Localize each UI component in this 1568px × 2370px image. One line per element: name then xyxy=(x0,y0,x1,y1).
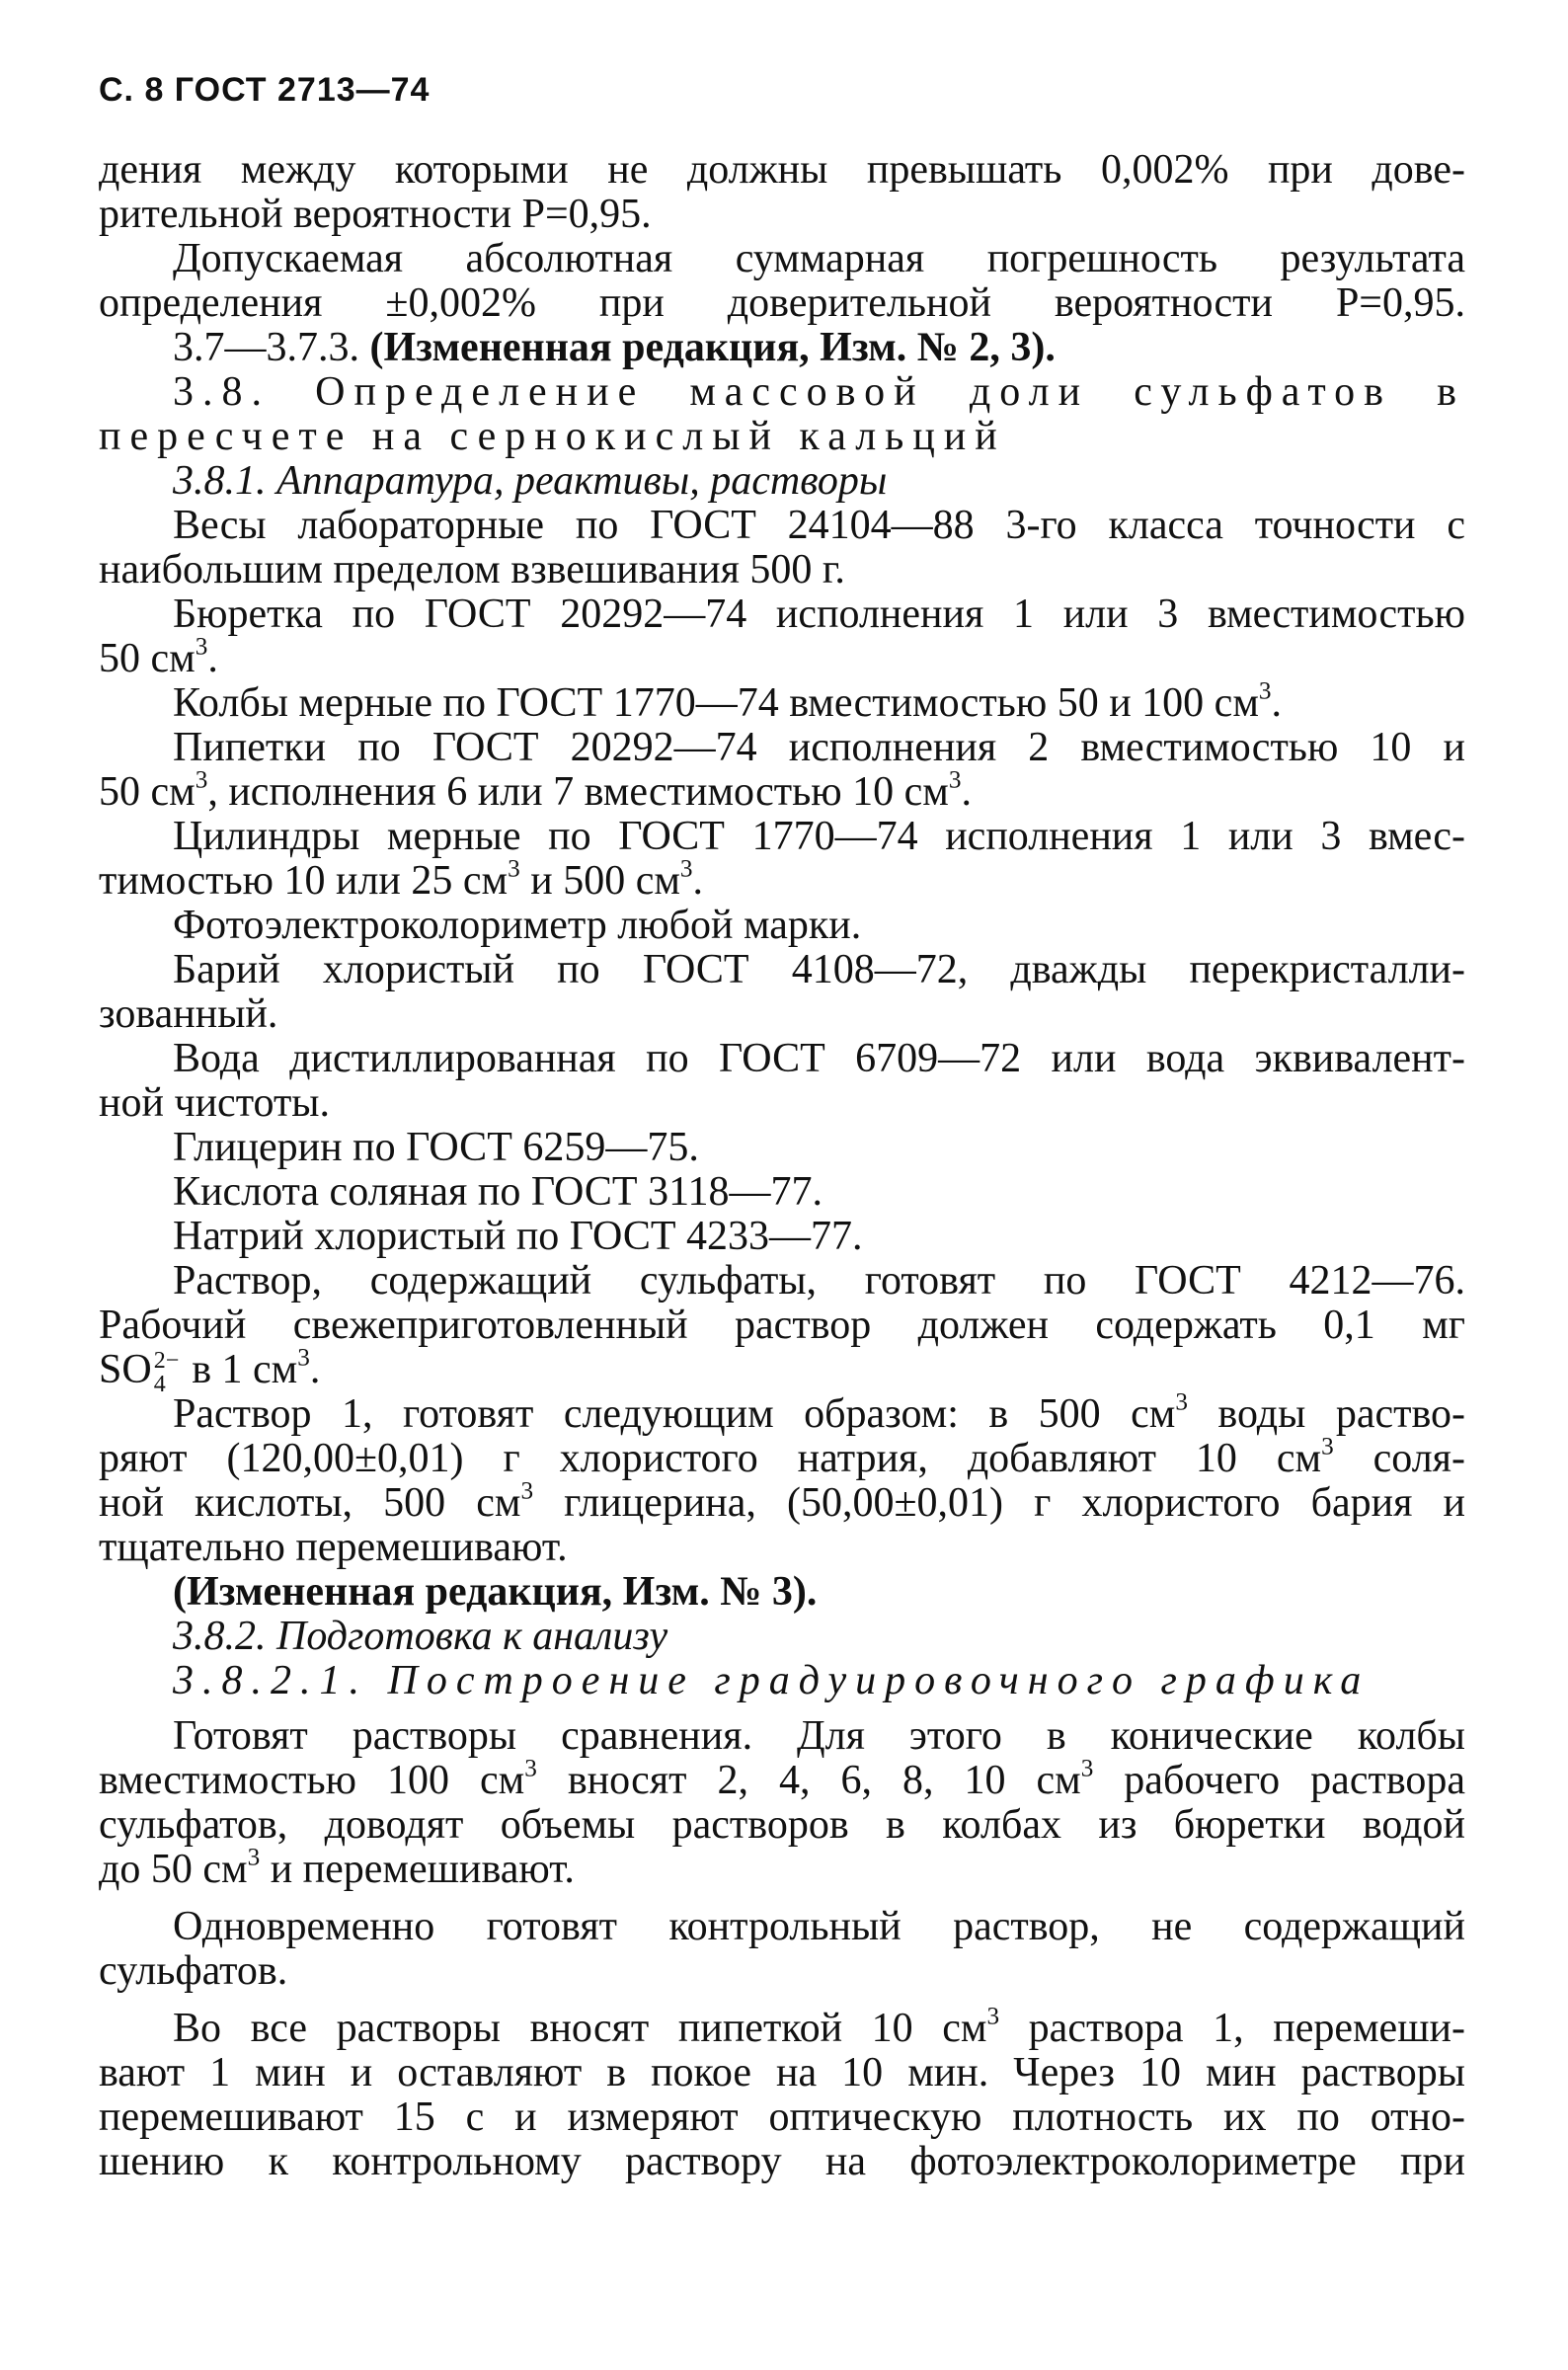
subsection-heading: 3.8.1. Аппаратура, реактивы, растворы xyxy=(173,458,888,504)
document-body xyxy=(99,148,1465,2184)
text-line: Весы лабораторные по ГОСТ 24104—88 3-го класса точности с xyxy=(173,503,1465,548)
subsection-heading: 3.8.2.1. Построение градуировочного графика xyxy=(173,1658,1371,1703)
superscript: 3 xyxy=(1175,1388,1188,1416)
text-part: соля- xyxy=(1333,1436,1465,1481)
text-line xyxy=(99,1755,1466,1803)
text-part: рабочего раствора xyxy=(1093,1758,1466,1803)
superscript: 3 xyxy=(297,1344,310,1372)
superscript: 3 xyxy=(1321,1433,1334,1461)
superscript: 3 xyxy=(1258,677,1272,705)
superscript: 3 xyxy=(948,766,962,794)
amendment-note: (Измененная редакция, Изм. № 3). xyxy=(173,1569,818,1615)
text-part: . xyxy=(961,769,972,815)
text-part: вносят 2, 4, 6, 8, 10 см xyxy=(536,1758,1081,1803)
text-part: глицерина, (50,00±0,01) г хлористого бария и xyxy=(533,1480,1465,1526)
text-part: 50 см xyxy=(99,636,196,681)
superscript: 3 xyxy=(524,1755,537,1782)
text-part: тимостью 10 или 25 см xyxy=(99,858,509,904)
text-line: рительной вероятности Р=0,95. xyxy=(99,192,652,237)
text-line: сульфатов. xyxy=(99,1948,288,1994)
text-line: Вода дистиллированная по ГОСТ 6709—72 или вода эквивалент- xyxy=(173,1036,1465,1081)
text-line xyxy=(99,1844,1465,1892)
text-line: дения между которыми не должны превышать 0,002% при дове- xyxy=(99,147,1465,193)
text-part: Во все растворы вносят пипеткой 10 см xyxy=(173,2006,987,2051)
text-part: раствора 1, перемеши- xyxy=(999,2006,1465,2051)
text-part: , исполнения 6 или 7 вместимостью 10 см xyxy=(207,769,949,815)
text-part: . xyxy=(1271,680,1282,726)
text-line: Рабочий свежеприготовленный раствор должен содержать 0,1 мг xyxy=(99,1303,1465,1348)
text-line: Одновременно готовят контрольный раствор, не содержащий xyxy=(173,1904,1465,1949)
text-line: Допускаемая абсолютная суммарная погрешность результата xyxy=(173,236,1465,281)
text-line: Пипетки по ГОСТ 20292—74 исполнения 2 вместимостью 10 и xyxy=(173,725,1465,770)
text-line: Фотоэлектроколориметр любой марки. xyxy=(173,903,862,948)
chemical-formula: SO xyxy=(99,1347,152,1392)
superscript: 3 xyxy=(508,855,520,883)
superscript: 3 xyxy=(247,1844,261,1871)
text-part: до 50 см xyxy=(99,1847,248,1892)
text-line xyxy=(99,766,1465,815)
text-line xyxy=(99,855,1465,904)
text-line xyxy=(99,633,1465,681)
text-line xyxy=(99,1344,1465,1397)
superscript: 3 xyxy=(195,766,208,794)
text-part: ной кислоты, 500 см xyxy=(99,1480,521,1526)
text-line: зованный. xyxy=(99,991,278,1037)
text-line: Готовят растворы сравнения. Для этого в конические колбы xyxy=(173,1713,1465,1759)
section-number: 3.7—3.7.3. xyxy=(173,325,370,370)
section-heading: 3.8. Определение массовой доли сульфатов в xyxy=(173,369,1465,415)
text-part: 50 см xyxy=(99,769,196,815)
superscript: 3 xyxy=(195,633,208,661)
superscript: 3 xyxy=(1080,1755,1094,1782)
text-part: и 500 см xyxy=(519,858,680,904)
text-line: шению к контрольному раствору на фотоэлектроколориметре при xyxy=(99,2139,1465,2184)
text-part: воды раство- xyxy=(1187,1391,1465,1437)
text-line xyxy=(99,326,1465,369)
text-line xyxy=(99,1433,1465,1481)
section-heading: пересчете на сернокислый кальций xyxy=(99,414,1006,459)
text-part: . xyxy=(207,636,218,681)
text-line: Глицерин по ГОСТ 6259—75. xyxy=(173,1125,699,1170)
text-line: наибольшим пределом взвешивания 500 г. xyxy=(99,547,845,592)
superscript: 3 xyxy=(679,855,693,883)
text-line: Раствор, содержащий сульфаты, готовят по ГОСТ 4212—76. xyxy=(173,1258,1465,1304)
superscript: 3 xyxy=(986,2003,1000,2030)
text-line: Бюретка по ГОСТ 20292—74 исполнения 1 или 3 вместимостью xyxy=(173,592,1465,637)
text-line: вают 1 мин и оставляют в покое на 10 мин. Через 10 мин растворы xyxy=(99,2050,1465,2095)
page-header: С. 8 ГОСТ 2713—74 xyxy=(99,71,431,109)
text-part: вместимостью 100 см xyxy=(99,1758,525,1803)
text-part: . xyxy=(309,1347,321,1392)
text-line: Цилиндры мерные по ГОСТ 1770—74 исполнения 1 или 3 вмес- xyxy=(173,814,1465,859)
formula-subscript: 4 xyxy=(153,1372,166,1397)
text-line xyxy=(99,2003,1465,2051)
text-line: тщательно перемешивают. xyxy=(99,1525,568,1570)
text-part: Раствор 1, готовят следующим образом: в 500 см xyxy=(173,1391,1176,1437)
text-part: и перемешивают. xyxy=(260,1847,575,1892)
text-line xyxy=(99,677,1465,726)
text-line xyxy=(99,1388,1465,1437)
subsection-heading: 3.8.2. Подготовка к анализу xyxy=(173,1614,668,1659)
text-part: Колбы мерные по ГОСТ 1770—74 вместимостью 50 и 100 см xyxy=(173,680,1259,726)
amendment-note: (Измененная редакция, Изм. № 2, 3). xyxy=(369,325,1056,370)
text-line: Кислота соляная по ГОСТ 3118—77. xyxy=(173,1169,823,1215)
text-line: перемешивают 15 с и измеряют оптическую плотность их по отно- xyxy=(99,2094,1465,2140)
text-part: ряют (120,00±0,01) г хлористого натрия, добавляют 10 см xyxy=(99,1436,1322,1481)
text-line: сульфатов, доводят объемы растворов в колбах из бюретки водой xyxy=(99,1802,1465,1848)
bold-text xyxy=(173,325,1056,370)
text-line: Натрий хлористый по ГОСТ 4233—77. xyxy=(173,1214,863,1259)
text-part: в 1 см xyxy=(181,1347,298,1392)
formula-superscript: 2− xyxy=(153,1348,180,1374)
text-line: Барий хлористый по ГОСТ 4108—72, дважды перекристалли- xyxy=(173,947,1465,992)
text-line xyxy=(99,1477,1465,1526)
text-line: ной чистоты. xyxy=(99,1080,331,1126)
superscript: 3 xyxy=(520,1477,534,1505)
text-line: определения ±0,002% при доверительной вероятности Р=0,95. xyxy=(99,280,1465,326)
text-part: . xyxy=(692,858,704,904)
